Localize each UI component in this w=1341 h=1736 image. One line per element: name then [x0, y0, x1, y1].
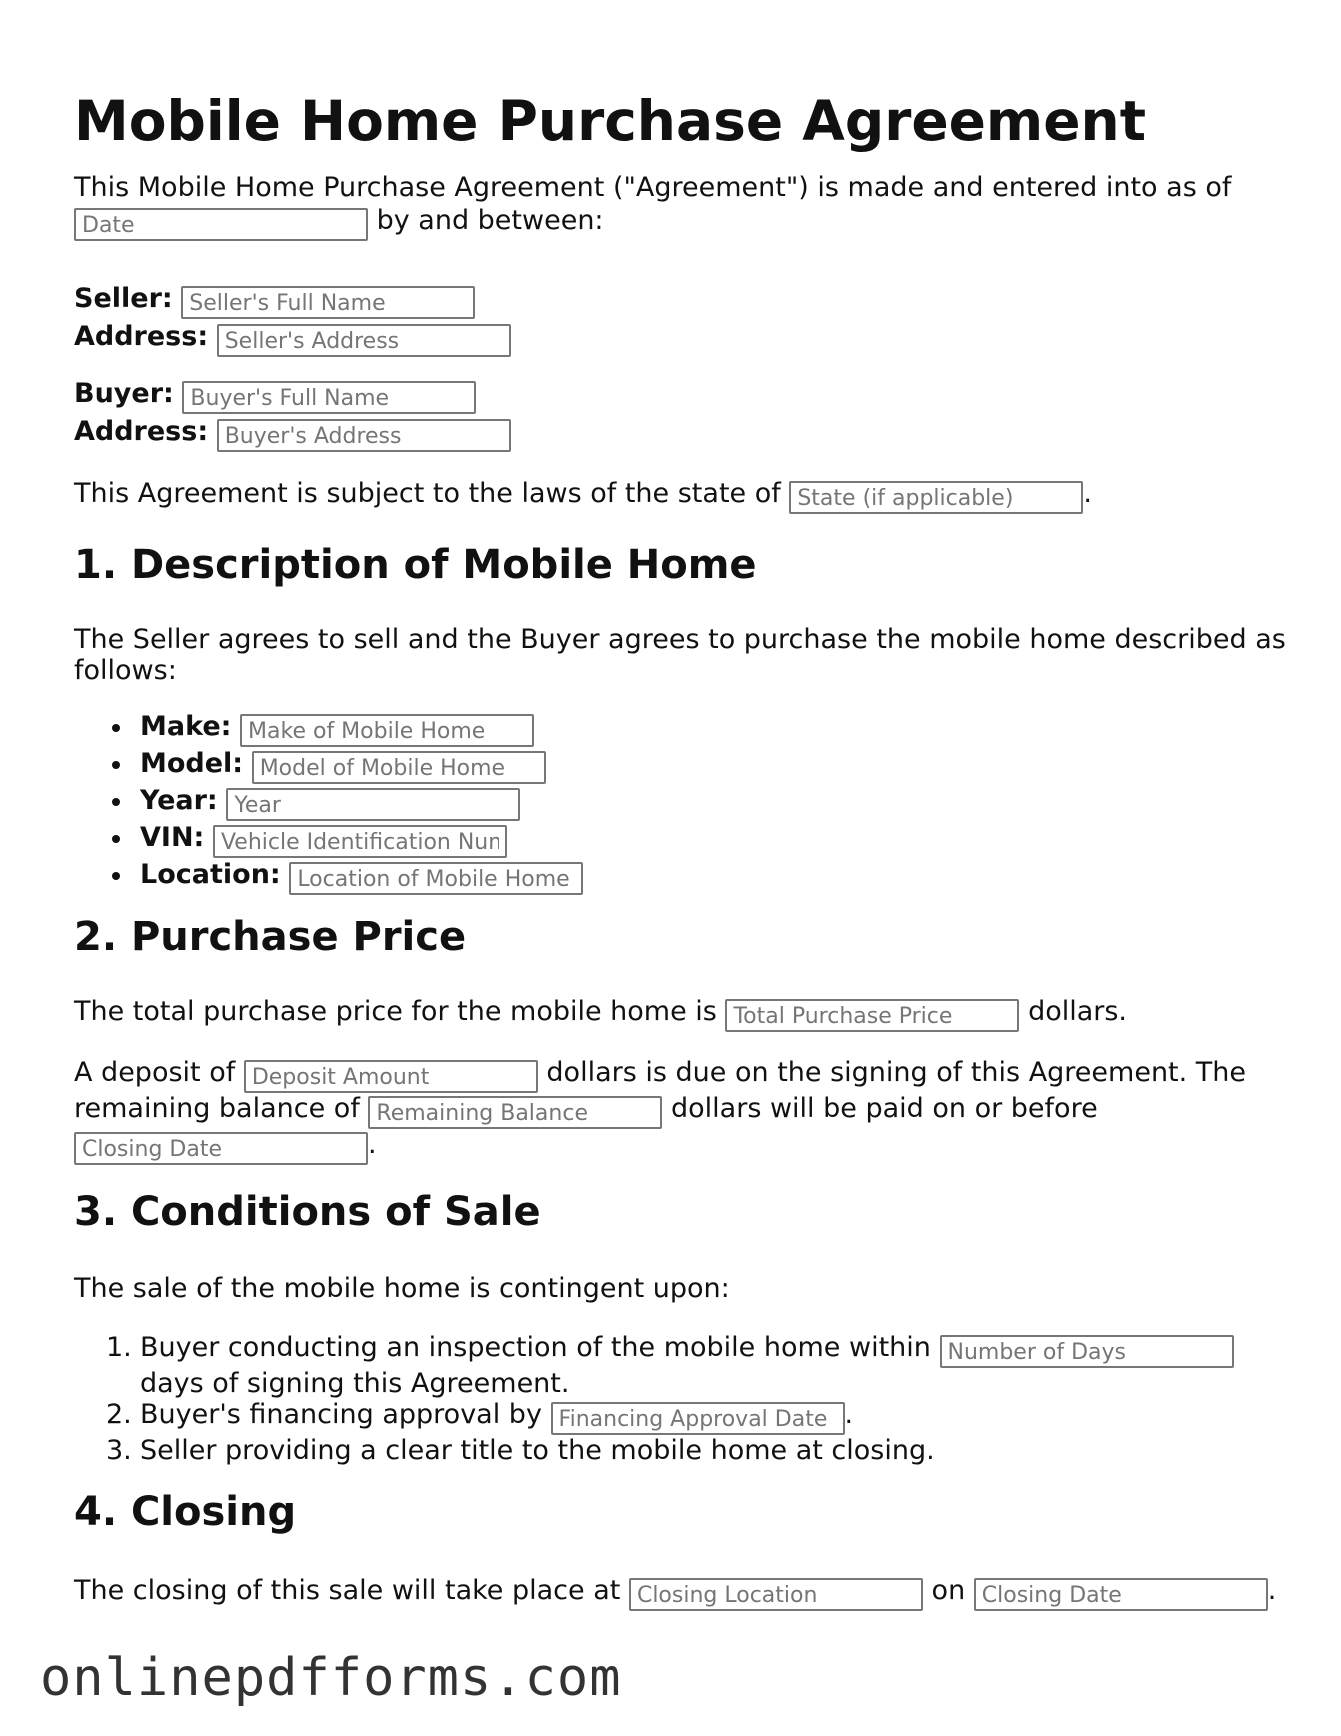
remaining-text-end: dollars will be paid on or before	[671, 1093, 1098, 1124]
section-3-heading: 3. Conditions of Sale	[74, 1189, 541, 1235]
closing-date-final-input[interactable]	[974, 1578, 1268, 1611]
vin-label: VIN:	[140, 822, 205, 853]
condition-3-text: Seller providing a clear title to the mobile home at closing.	[140, 1435, 935, 1466]
condition-2-end: .	[844, 1399, 854, 1430]
list-item	[140, 784, 583, 821]
model-label: Model:	[140, 748, 244, 779]
conditions-intro: The sale of the mobile home is contingent upon:	[74, 1273, 730, 1304]
deposit-text-end: dollars is due on the signing of this Agreement. The	[546, 1057, 1247, 1088]
condition-number: 1.	[106, 1332, 132, 1363]
model-input[interactable]	[252, 751, 546, 784]
state-input[interactable]	[789, 481, 1083, 514]
list-item	[140, 821, 583, 858]
deposit-paragraph	[74, 1057, 1246, 1165]
mobile-home-details	[74, 710, 583, 895]
closing-date-end: .	[368, 1129, 377, 1160]
list-item	[140, 710, 583, 747]
list-item	[140, 858, 583, 895]
section-1-intro	[74, 624, 1286, 686]
buyer-name-input[interactable]	[182, 381, 476, 414]
seller-label: Seller:	[74, 283, 173, 314]
section-1-intro-line-2: follows:	[74, 655, 177, 686]
year-input[interactable]	[226, 788, 520, 821]
location-label: Location:	[140, 859, 281, 890]
governing-law-line	[74, 478, 1092, 514]
document-title: Mobile Home Purchase Agreement	[74, 89, 1146, 153]
purchase-price-line	[74, 996, 1127, 1032]
vin-input[interactable]	[213, 825, 507, 858]
seller-address-input[interactable]	[217, 324, 511, 357]
section-1-intro-line-1: The Seller agrees to sell and the Buyer agrees to purchase the mobile home described as	[74, 624, 1286, 655]
total-price-input[interactable]	[725, 999, 1019, 1032]
list-item	[106, 1399, 1234, 1435]
buyer-block	[74, 378, 511, 452]
intro-paragraph	[74, 172, 1231, 241]
make-input[interactable]	[240, 714, 534, 747]
closing-text-on: on	[931, 1575, 966, 1606]
list-item	[106, 1435, 1234, 1466]
year-label: Year:	[140, 785, 218, 816]
governing-law-end: .	[1083, 478, 1092, 509]
closing-line-end: .	[1267, 1575, 1277, 1606]
closing-location-input[interactable]	[629, 1578, 923, 1611]
closing-text: The closing of this sale will take place at	[74, 1575, 621, 1606]
section-1-heading: 1. Description of Mobile Home	[74, 542, 757, 588]
price-text-end: dollars.	[1028, 996, 1128, 1027]
intro-text-end: by and between:	[376, 205, 604, 236]
governing-law-text: This Agreement is subject to the laws of the state of	[74, 478, 781, 509]
closing-date-input[interactable]	[74, 1132, 368, 1165]
inspection-days-input[interactable]	[940, 1335, 1234, 1368]
seller-address-label: Address:	[74, 321, 209, 352]
financing-date-input[interactable]	[551, 1402, 845, 1435]
buyer-address-input[interactable]	[217, 419, 511, 452]
seller-name-input[interactable]	[181, 286, 475, 319]
condition-number: 2.	[106, 1399, 132, 1430]
buyer-label: Buyer:	[74, 378, 174, 409]
price-text: The total purchase price for the mobile home is	[74, 996, 717, 1027]
section-2-heading: 2. Purchase Price	[74, 914, 467, 960]
list-item	[106, 1332, 1234, 1399]
condition-number: 3.	[106, 1435, 132, 1466]
closing-line	[74, 1575, 1276, 1611]
seller-block	[74, 283, 511, 357]
deposit-amount-input[interactable]	[244, 1060, 538, 1093]
watermark: onlinepdfforms.com	[40, 1648, 622, 1708]
location-input[interactable]	[289, 862, 583, 895]
intro-text: This Mobile Home Purchase Agreement ("Agreement") is made and entered into as of	[74, 172, 1232, 203]
buyer-address-label: Address:	[74, 416, 209, 447]
condition-1-text-end: days of signing this Agreement.	[140, 1368, 570, 1399]
deposit-text: A deposit of	[74, 1057, 236, 1088]
remaining-text: remaining balance of	[74, 1093, 360, 1124]
condition-1-text: Buyer conducting an inspection of the mobile home within	[140, 1332, 931, 1363]
remaining-balance-input[interactable]	[368, 1096, 662, 1129]
agreement-date-input[interactable]	[74, 208, 368, 241]
list-item	[140, 747, 583, 784]
section-4-heading: 4. Closing	[74, 1489, 297, 1535]
make-label: Make:	[140, 711, 232, 742]
condition-2-text: Buyer's financing approval by	[140, 1399, 542, 1430]
conditions-list	[74, 1332, 1234, 1466]
